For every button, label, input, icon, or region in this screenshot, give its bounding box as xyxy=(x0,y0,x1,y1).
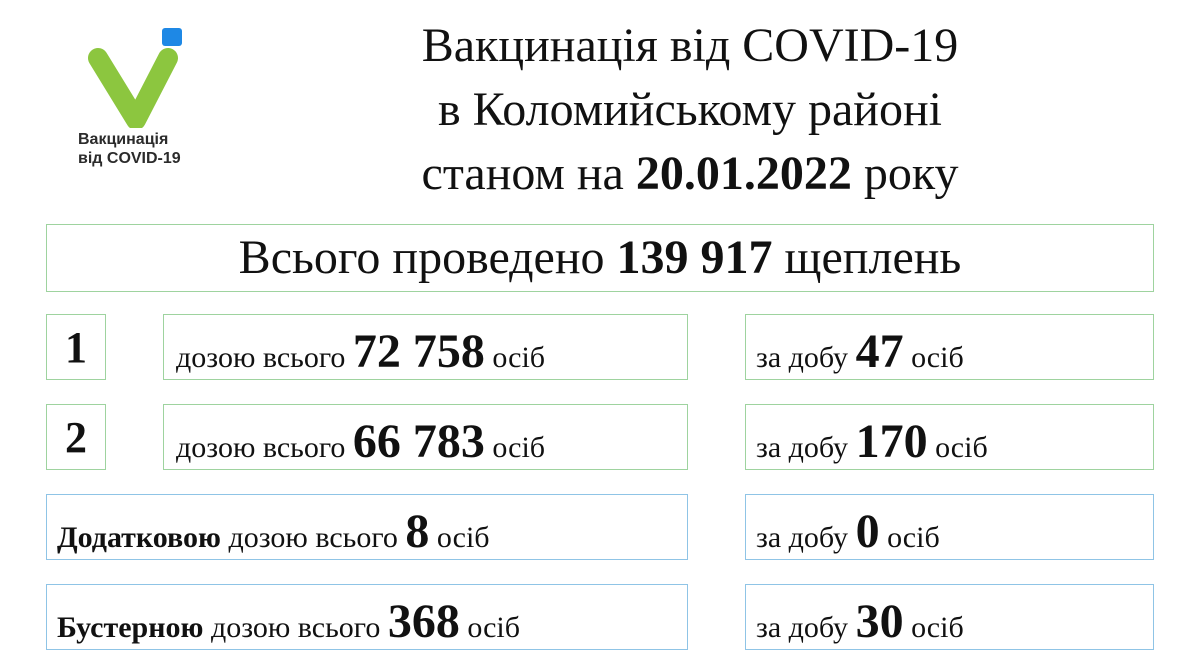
title-date-suffix: року xyxy=(863,147,959,200)
title-line-3 xyxy=(330,142,1050,206)
booster-dose-label: Бустерною xyxy=(57,611,204,644)
total-vaccinations-box xyxy=(46,224,1154,292)
title-line-1: Вакцинація від COVID-19 xyxy=(421,19,959,72)
title-line-2: в Коломийському районі xyxy=(438,83,942,136)
logo-line-1: Вакцинація xyxy=(78,131,169,148)
day-4-prefix: за добу xyxy=(756,611,849,644)
title-date-prefix: станом на xyxy=(421,147,624,200)
logo-caption xyxy=(78,130,208,168)
additional-dose-value: 8 xyxy=(405,505,430,558)
dose-2-daily xyxy=(745,404,1154,470)
day-3-unit: осіб xyxy=(887,521,940,554)
additional-dose-total xyxy=(46,494,688,560)
dose-1-total xyxy=(163,314,688,380)
dose-1-value: 72 758 xyxy=(352,325,485,378)
day-4-value: 30 xyxy=(855,595,904,648)
dose-1-prefix: дозою всього xyxy=(176,341,346,374)
dose-2-prefix: дозою всього xyxy=(176,431,346,464)
dose-2-value: 66 783 xyxy=(352,415,485,468)
day-2-prefix: за добу xyxy=(756,431,849,464)
dose-1-daily xyxy=(745,314,1154,380)
vaccination-v-icon xyxy=(88,28,198,128)
page-title xyxy=(330,14,1050,206)
dose-number-1: 1 xyxy=(46,314,106,380)
dose-2-unit: осіб xyxy=(492,431,546,464)
day-1-unit: осіб xyxy=(911,341,964,374)
additional-dose-label: Додатковою xyxy=(57,521,221,554)
day-1-value: 47 xyxy=(855,325,904,378)
day-2-value: 170 xyxy=(855,415,928,468)
total-suffix: щеплень xyxy=(784,231,962,284)
additional-dose-prefix: дозою всього xyxy=(228,521,398,554)
day-4-unit: осіб xyxy=(911,611,964,644)
dose-number-2: 2 xyxy=(46,404,106,470)
day-3-prefix: за добу xyxy=(756,521,849,554)
title-date: 20.01.2022 xyxy=(635,147,852,200)
booster-dose-total xyxy=(46,584,688,650)
booster-dose-unit: осіб xyxy=(467,611,521,644)
booster-dose-prefix: дозою всього xyxy=(210,611,381,644)
day-2-unit: осіб xyxy=(935,431,988,464)
vaccination-logo xyxy=(78,28,208,178)
booster-dose-daily xyxy=(745,584,1154,650)
logo-line-2: від COVID-19 xyxy=(78,150,181,167)
total-value: 139 917 xyxy=(616,231,773,284)
day-1-prefix: за добу xyxy=(756,341,849,374)
dose-2-total xyxy=(163,404,688,470)
additional-dose-unit: осіб xyxy=(436,521,490,554)
dose-1-unit: осіб xyxy=(492,341,546,374)
total-prefix: Всього проведено xyxy=(238,231,605,284)
booster-dose-value: 368 xyxy=(387,595,460,648)
additional-dose-daily xyxy=(745,494,1154,560)
day-3-value: 0 xyxy=(855,505,880,558)
